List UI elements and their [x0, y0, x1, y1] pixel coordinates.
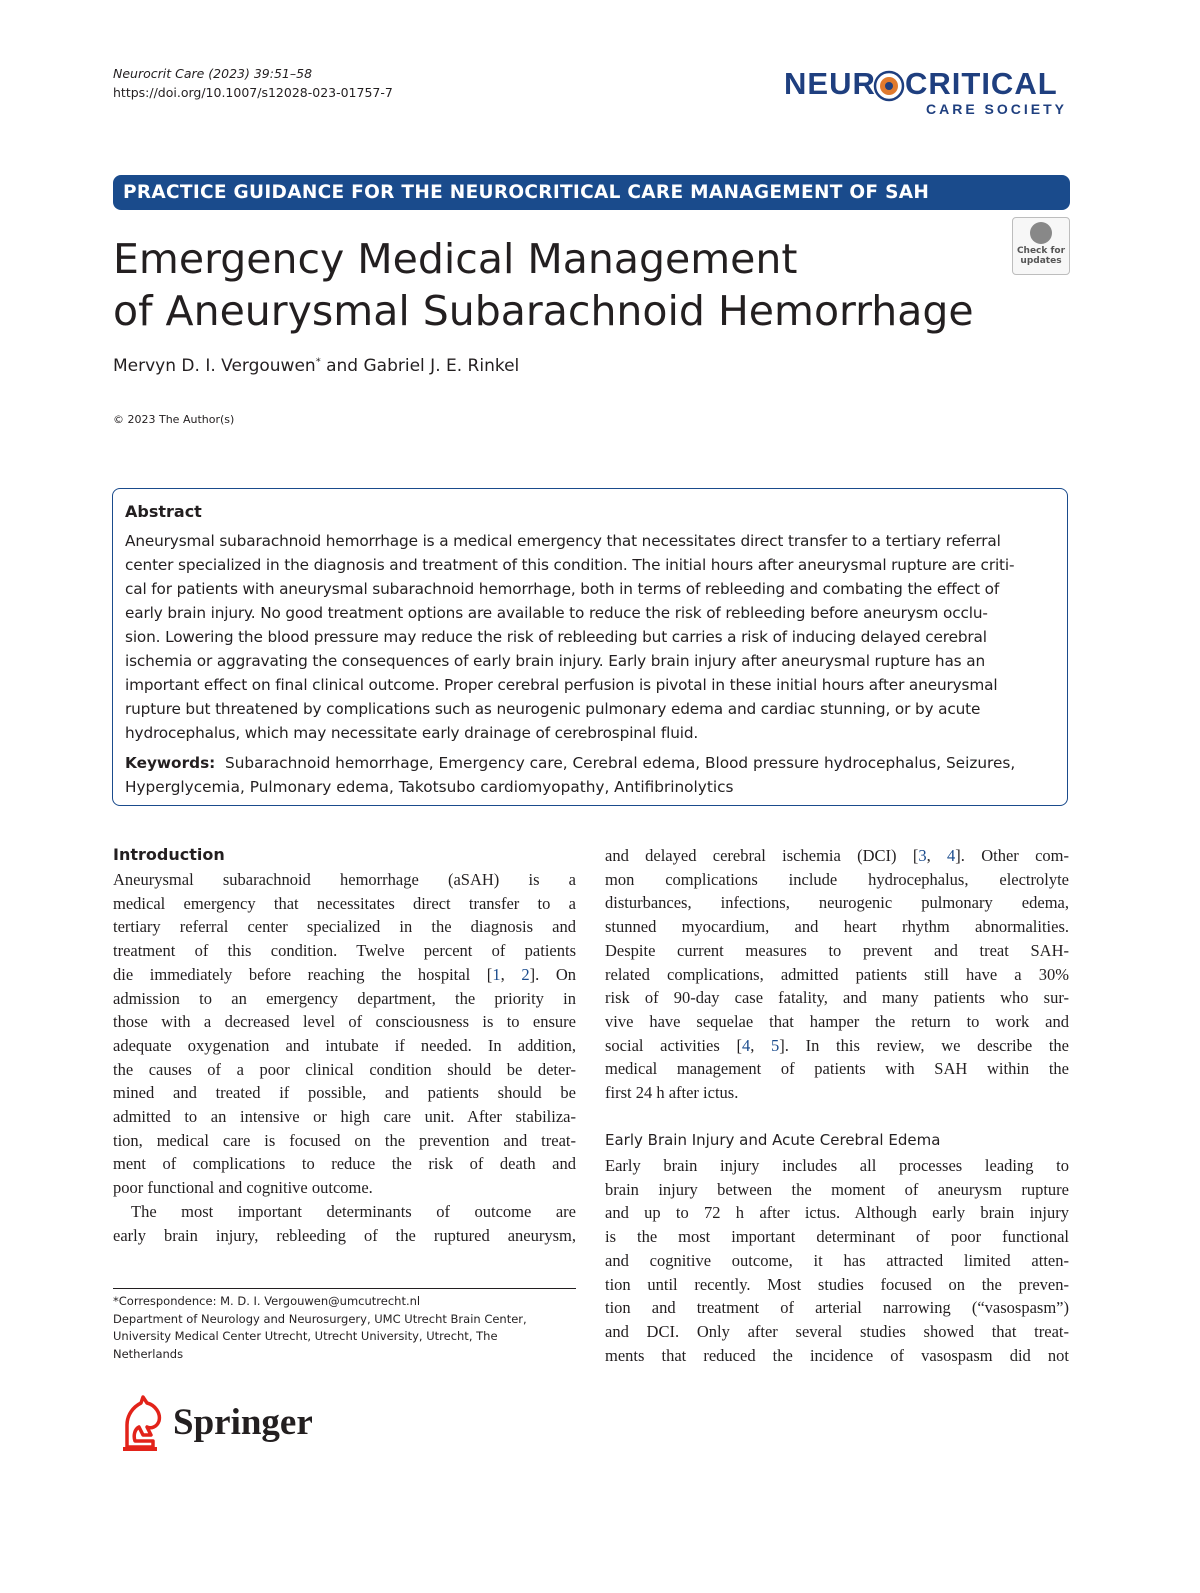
body-line: adequate oxygenation and intubate if needed. In addition,: [113, 1035, 576, 1055]
body-line: medical emergency that necessitates direct transfer to a: [113, 893, 576, 913]
abstract-line: sion. Lowering the blood pressure may reduce the risk of rebleeding but carries a risk of inducing delayed cerebral: [125, 628, 987, 646]
body-line: and up to 72 h after ictus. Although early brain injury: [605, 1203, 1069, 1223]
author-2[interactable]: and Gabriel J. E. Rinkel: [320, 356, 520, 376]
text-run: and delayed cerebral ischemia (DCI) [: [605, 846, 919, 865]
brain-globe-icon: [873, 70, 905, 102]
title-line-2: of Aneurysmal Subarachnoid Hemorrhage: [113, 287, 974, 335]
body-line: poor functional and cognitive outcome.: [113, 1178, 373, 1198]
springer-horse-icon: [113, 1395, 165, 1453]
text-run: ]. In this review, we describe the: [779, 1035, 1069, 1055]
springer-logo: [113, 1395, 343, 1457]
article-title: [113, 233, 993, 337]
left-column: [113, 868, 576, 1247]
abstract-heading: Abstract: [125, 502, 202, 521]
logo-word-left: NEUR: [784, 66, 876, 101]
body-line: the causes of a poor clinical condition should be deter-: [113, 1059, 576, 1079]
journal-header: [113, 64, 393, 102]
abstract-line: cal for patients with aneurysmal subarachnoid hemorrhage, both in terms of rebleeding and combating the effect of: [125, 580, 1000, 598]
abstract-line: ischemia or aggravating the consequences of early brain injury. Early brain injury after aneurysmal rupture has an: [125, 652, 985, 670]
reference-link[interactable]: 2: [521, 964, 530, 984]
corresponding-mark: *: [315, 356, 321, 368]
body-line: and DCI. Only after several studies showed that treat-: [605, 1321, 1069, 1341]
body-line: tion, medical care is focused on the prevention and treat-: [113, 1130, 576, 1150]
right-column-section: [605, 1154, 1069, 1367]
abstract-line: center specialized in the diagnosis and treatment of this condition. The initial hours after aneurysmal rupture are criti-: [125, 556, 1015, 574]
body-line: mined and treated if possible, and patients should be: [113, 1083, 576, 1103]
body-line: tion and treatment of arterial narrowing (“vasospasm”): [605, 1298, 1069, 1318]
body-line-with-refs: [605, 1034, 1069, 1058]
text-run: die immediately before reaching the hospital [: [113, 964, 493, 984]
body-line: tion until recently. Most studies focused on the preven-: [605, 1274, 1069, 1294]
body-line: Aneurysmal subarachnoid hemorrhage (aSAH) is a: [113, 870, 576, 889]
series-banner: PRACTICE GUIDANCE FOR THE NEUROCRITICAL CARE MANAGEMENT OF SAH: [113, 175, 1070, 210]
keywords-list-1: Subarachnoid hemorrhage, Emergency care, Cerebral edema, Blood pressure hydrocephalus, Seizures,: [225, 754, 1016, 772]
crossmark-label: Check for updates: [1016, 246, 1066, 266]
body-line: ment of complications to reduce the risk of death and: [113, 1154, 576, 1174]
text-run: social activities [: [605, 1035, 742, 1055]
abstract-line: important effect on final clinical outcome. Proper cerebral perfusion is pivotal in these initial hours after aneurysmal: [125, 676, 998, 694]
author-1[interactable]: Mervyn D. I. Vergouwen: [113, 356, 316, 376]
keywords-label: Keywords:: [125, 754, 216, 772]
logo-word-right: CRITICAL: [905, 66, 1058, 101]
abstract-line: rupture but threatened by complications such as neurogenic pulmonary edema and cardiac stunning, or by acute: [125, 700, 981, 718]
introduction-heading: Introduction: [113, 845, 225, 864]
correspondence-footnote: [113, 1293, 583, 1363]
keywords-list-2: Hyperglycemia, Pulmonary edema, Takotsubo cardiomyopathy, Antifibrinolytics: [125, 778, 734, 796]
ncs-logo: [776, 66, 1072, 122]
body-line: stunned myocardium, and heart rhythm abnormalities.: [605, 917, 1069, 937]
body-line: Despite current measures to prevent and treat SAH-: [605, 940, 1069, 960]
body-line-with-refs: [605, 844, 1069, 868]
body-line: The most important determinants of outcome are: [131, 1201, 576, 1221]
body-line: those with a decreased level of consciousness is to ensure: [113, 1012, 576, 1032]
footnote-divider: [113, 1288, 576, 1289]
reference-link[interactable]: 1: [492, 964, 501, 984]
correspondence-email[interactable]: *Correspondence: M. D. I. Vergouwen@umcutrecht.nl: [113, 1294, 421, 1308]
text-run: ,: [750, 1035, 772, 1055]
affiliation-line: Netherlands: [113, 1346, 184, 1361]
abstract-text: [125, 529, 1055, 745]
reference-link[interactable]: 4: [947, 846, 956, 865]
doi-link[interactable]: https://doi.org/10.1007/s12028-023-01757-7: [113, 85, 393, 100]
copyright-line: © 2023 The Author(s): [113, 413, 235, 426]
body-line: disturbances, infections, neurogenic pulmonary edema,: [605, 893, 1069, 913]
journal-citation: Neurocrit Care (2023) 39:51–58: [113, 66, 313, 81]
body-line: vive have sequelae that hamper the return to work and: [605, 1011, 1069, 1031]
reference-link[interactable]: 5: [771, 1035, 780, 1055]
body-line: treatment of this condition. Twelve percent of patients: [113, 941, 576, 961]
abstract-line: hydrocephalus, which may necessitate early drainage of cerebrospinal fluid.: [125, 724, 699, 742]
logo-subtitle: CARE SOCIETY: [926, 101, 1068, 117]
author-list: [113, 356, 519, 376]
right-column: [605, 844, 1069, 1105]
body-line: and cognitive outcome, it has attracted limited atten-: [605, 1250, 1069, 1270]
body-line: mon complications include hydrocephalus, electrolyte: [605, 869, 1069, 889]
abstract-line: early brain injury. No good treatment options are available to reduce the risk of rebleeding before aneurysm occlu-: [125, 604, 988, 622]
reference-link[interactable]: 3: [918, 846, 927, 865]
body-line: ments that reduced the incidence of vasospasm did not: [605, 1345, 1069, 1365]
body-line: early brain injury, rebleeding of the ruptured aneurysm,: [113, 1225, 576, 1245]
text-run: ,: [500, 964, 522, 984]
body-line: related complications, admitted patients still have a 30%: [605, 964, 1069, 984]
body-line: admitted to an intensive or high care unit. After stabiliza-: [113, 1107, 576, 1127]
body-line: risk of 90-day case fatality, and many patients who sur-: [605, 988, 1069, 1008]
check-for-updates-badge[interactable]: [1012, 217, 1070, 275]
text-run: ,: [926, 846, 948, 865]
body-line: brain injury between the moment of aneurysm rupture: [605, 1179, 1069, 1199]
subsection-heading: Early Brain Injury and Acute Cerebral Edema: [605, 1131, 941, 1149]
affiliation-line: University Medical Center Utrecht, Utrecht University, Utrecht, The: [113, 1329, 498, 1343]
body-line: is the most important determinant of poor functional: [605, 1227, 1069, 1247]
crossmark-icon: [1030, 222, 1052, 244]
keywords: [125, 751, 1055, 799]
publisher-name: Springer: [173, 1402, 313, 1443]
abstract-line: Aneurysmal subarachnoid hemorrhage is a medical emergency that necessitates direct transfer to a tertiary referral: [125, 532, 1001, 550]
body-line: Early brain injury includes all processes leading to: [605, 1156, 1069, 1175]
body-line-with-refs: [113, 963, 576, 987]
reference-link[interactable]: 4: [741, 1035, 751, 1055]
body-line: medical management of patients with SAH within the: [605, 1059, 1069, 1079]
text-run: ]. Other com-: [955, 846, 1069, 865]
body-line: first 24 h after ictus.: [605, 1083, 739, 1103]
title-line-1: Emergency Medical Management: [113, 235, 798, 283]
keywords-line: [125, 751, 1055, 775]
body-line: tertiary referral center specialized in the diagnosis and: [113, 917, 576, 937]
text-run: ]. On: [529, 964, 576, 984]
affiliation-line: Department of Neurology and Neurosurgery, UMC Utrecht Brain Center,: [113, 1311, 527, 1326]
body-line: admission to an emergency department, the priority in: [113, 988, 576, 1008]
